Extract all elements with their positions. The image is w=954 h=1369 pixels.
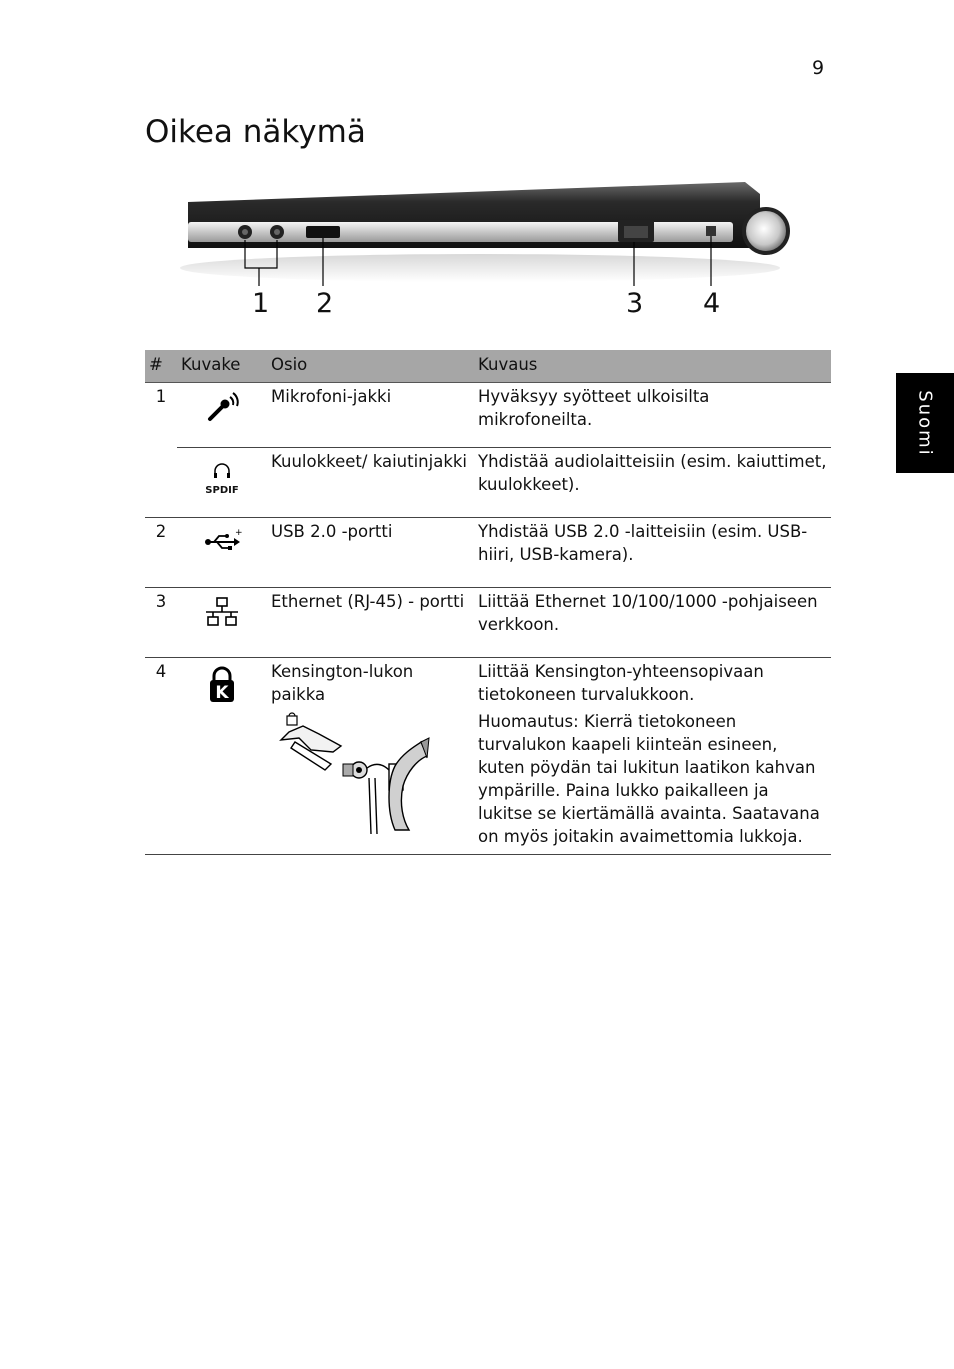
table-row [145,448,831,518]
svg-text:+: + [235,528,242,538]
part-description: Liittää Kensington-yhteensopivaan tietokoneen turvalukkoon. [478,662,764,704]
header-description: Kuvaus [474,350,831,383]
ethernet-icon [204,596,240,628]
row-number: 4 [145,658,177,855]
microphone-icon [202,385,242,425]
table-row [145,588,831,658]
kensington-lock-illustration [271,712,441,837]
row-number: 1 [145,383,177,518]
row-number: 3 [145,588,177,658]
header-number: # [145,350,177,383]
part-name: Mikrofoni-jakki [267,383,474,448]
part-description: Liittää Ethernet 10/100/1000 -pohjaiseen verkkoon. [474,588,831,658]
part-description: Yhdistää audiolaitteisiin (esim. kaiuttimet, kuulokkeet). [474,448,831,518]
part-name: Ethernet (RJ-45) - portti [267,588,474,658]
headphones-spdif-icon [205,450,238,496]
part-description: Hyväksyy syötteet ulkoisilta mikrofoneilta. [474,383,831,448]
table-row [145,518,831,588]
part-description: Yhdistää USB 2.0 -laitteisiin (esim. USB-hiiri, USB-kamera). [474,518,831,588]
callout-1: 1 [252,288,270,319]
note-text: Kierrä tietokoneen turvalukon kaapeli kiinteän esineen, kuten pöydän tai lukitun laatikon kahvan ympärille. Paina lukko paikalleen ja lukitse se kiertämällä avainta. Saatavana on myös joitakin avaimettomia lukkoja. [478,712,820,846]
table-header-row [145,350,831,383]
language-tab [896,373,954,473]
spdif-label: SPDIF [205,485,239,496]
headphones-icon [213,463,231,479]
usb-icon [202,526,242,556]
table-row [145,658,831,855]
callout-3: 3 [626,288,644,319]
header-part: Osio [267,350,474,383]
part-name: Kensington-lukon paikka [271,662,414,704]
row-number: 2 [145,518,177,588]
language-tab-label: Suomi [914,389,936,457]
note-label: Huomautus: [478,712,579,731]
note [478,710,827,848]
part-name: USB 2.0 -portti [267,518,474,588]
table-row [145,383,831,448]
page-number: 9 [812,57,825,79]
header-icon: Kuvake [177,350,267,383]
parts-table [145,350,831,855]
laptop-right-side-image [170,176,795,286]
callout-2: 2 [316,288,334,319]
page-title: Oikea näkymä [145,114,366,150]
callout-4: 4 [703,288,721,319]
kensington-lock-icon [207,666,237,704]
part-name: Kuulokkeet/ kaiutinjakki [267,448,474,518]
kensington-lock-letter: K [215,683,229,703]
